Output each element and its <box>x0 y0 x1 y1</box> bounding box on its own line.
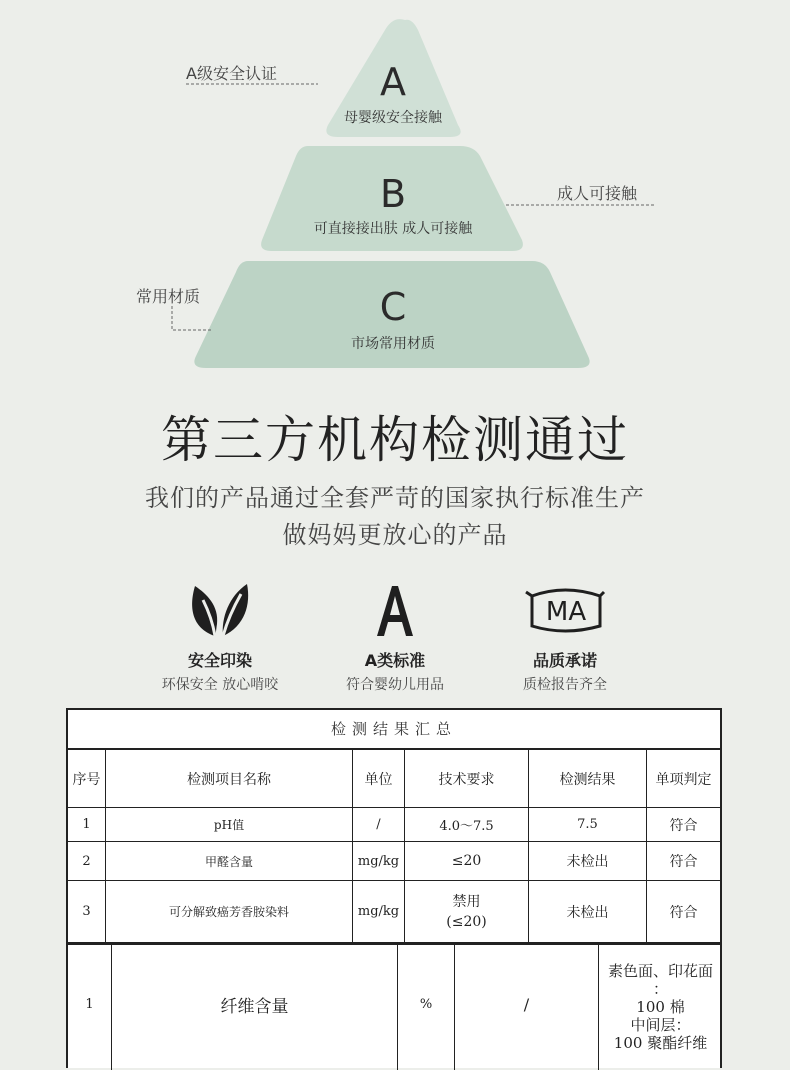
header-cell: 技术要求 <box>438 771 495 788</box>
feature-title: 品质承诺 <box>532 651 597 670</box>
header-cell: 序号 <box>72 771 101 788</box>
table-cell: 未检出 <box>566 904 609 921</box>
a-grade-icon <box>310 580 480 640</box>
table-cell: pH值 <box>213 818 245 832</box>
tier-c-subtitle: 市场常用材质 <box>351 336 435 352</box>
table-cell: 1 <box>85 996 94 1012</box>
table-cell: 甲醛含量 <box>204 854 253 869</box>
feature-desc: 符合婴幼儿用品 <box>346 677 444 693</box>
leaf-icon <box>135 580 305 640</box>
result-line: 素色面、印花面 <box>607 962 713 980</box>
test-results-table <box>66 708 722 944</box>
tier-b-letter: B <box>379 172 407 216</box>
feature-a-standard <box>310 580 480 694</box>
feature-desc: 质检报告齐全 <box>523 677 607 693</box>
table-cell: / <box>523 994 530 1014</box>
table-cell: 1 <box>82 817 91 832</box>
svg-text:MA: MA <box>545 597 587 627</box>
header-cell: 单项判定 <box>655 771 712 788</box>
table-cell: 7.5 <box>577 817 598 832</box>
table-cell: 符合 <box>669 817 698 834</box>
tier-a-subtitle: 母婴级安全接触 <box>344 110 442 126</box>
ma-certification-icon <box>480 580 650 640</box>
table-cell: 2 <box>82 853 91 869</box>
subline-1: 我们的产品通过全套严苛的国家执行标准生产 <box>145 484 645 512</box>
table-cell: % <box>419 996 433 1012</box>
fiber-content-table <box>66 943 722 1068</box>
result-line: ： <box>652 980 668 998</box>
fiber-result-cell <box>599 951 722 1063</box>
result-line: 100 棉 <box>636 998 685 1016</box>
table-cell: / <box>376 817 381 832</box>
headline: 第三方机构检测通过 <box>161 411 629 469</box>
feature-quality <box>480 580 650 694</box>
table-cell: 4.0～7.5 <box>439 819 494 834</box>
side-label-a: A级安全认证 <box>186 64 277 83</box>
table-cell: 禁用 (≤20) <box>446 893 487 930</box>
feature-title: 安全印染 <box>187 651 252 670</box>
table-cell: mg/kg <box>357 853 400 869</box>
table-cell: 3 <box>82 904 91 919</box>
table-cell: ≤20 <box>451 853 482 869</box>
table-cell: 未检出 <box>566 854 609 870</box>
tier-b-subtitle: 可直接接出肤 成人可接触 <box>313 221 473 237</box>
feature-title: A类标准 <box>364 651 426 670</box>
subline-2: 做妈妈更放心的产品 <box>282 521 508 549</box>
tier-a-letter: A <box>380 60 406 104</box>
header-cell: 检测项目名称 <box>187 771 271 788</box>
side-label-b: 成人可接触 <box>557 184 638 203</box>
side-label-c: 常用材质 <box>136 287 201 306</box>
tier-c-letter: C <box>379 285 407 329</box>
table-cell: 可分解致癌芳香胺染料 <box>168 905 289 919</box>
table-cell: 符合 <box>669 904 698 921</box>
feature-safe-dye <box>135 580 305 694</box>
header-cell: 检测结果 <box>559 771 616 788</box>
table-cell: 符合 <box>669 854 698 870</box>
table-title: 检测结果汇总 <box>68 710 720 750</box>
table-cell: mg/kg <box>357 904 400 919</box>
result-line: 中间层： <box>630 1016 691 1034</box>
result-line: 100 聚酯纤维 <box>613 1034 708 1052</box>
header-cell: 单位 <box>364 771 393 788</box>
feature-desc: 环保安全 放心啃咬 <box>161 677 279 693</box>
table-cell: 纤维含量 <box>220 996 289 1017</box>
